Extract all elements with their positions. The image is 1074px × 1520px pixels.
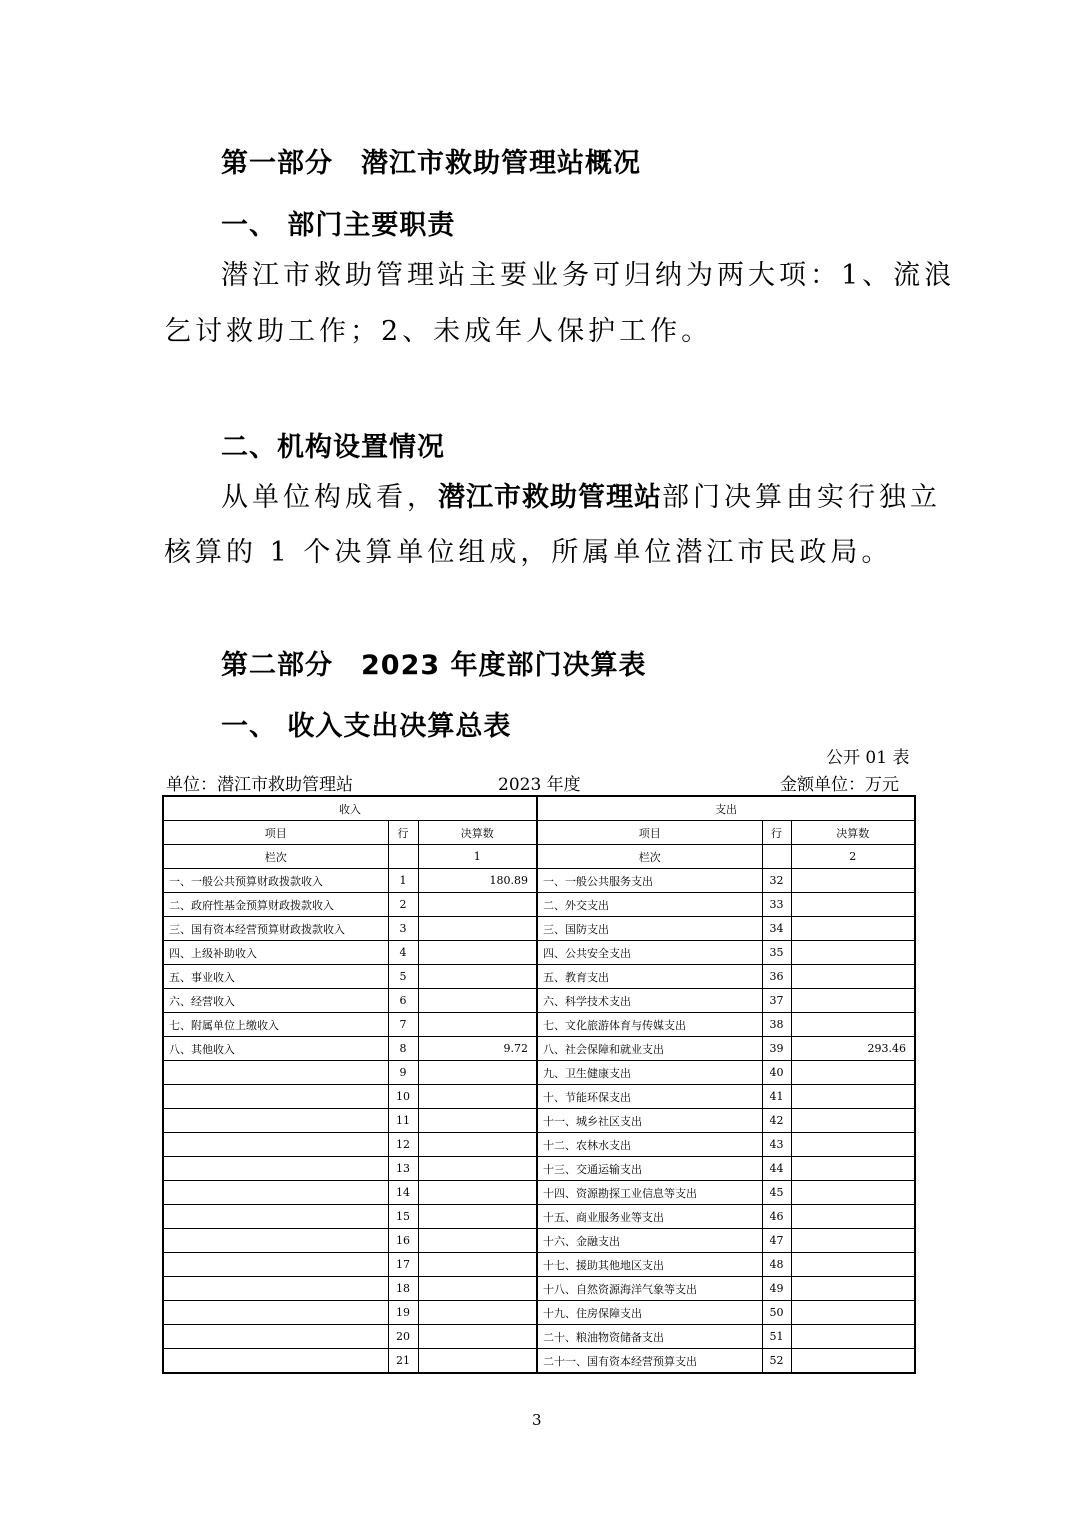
expense-item-cell: 三、国防支出 bbox=[537, 917, 762, 941]
lanci-label-income: 栏次 bbox=[163, 845, 388, 869]
expense-row-number-cell: 35 bbox=[762, 941, 791, 965]
lanci-income-number: 1 bbox=[418, 845, 537, 869]
part1-section1-line1: 潜江市救助管理站主要业务可归纳为两大项：1、流浪 bbox=[221, 260, 956, 291]
lanci-label-expense: 栏次 bbox=[537, 845, 762, 869]
expense-amount-cell bbox=[791, 1325, 915, 1349]
section2-line1-prefix: 从单位构成看， bbox=[221, 482, 438, 513]
expense-row-number-cell: 45 bbox=[762, 1181, 791, 1205]
expense-amount-cell bbox=[791, 1157, 915, 1181]
income-amount-cell bbox=[418, 941, 537, 965]
expense-item-cell: 十、节能环保支出 bbox=[537, 1085, 762, 1109]
table-row bbox=[163, 1133, 915, 1157]
col-expense-item: 项目 bbox=[537, 821, 762, 845]
income-row-number-cell: 19 bbox=[388, 1301, 418, 1325]
expense-amount-cell bbox=[791, 917, 915, 941]
money-unit: 金额单位：万元 bbox=[780, 775, 899, 795]
income-item-cell bbox=[163, 1301, 388, 1325]
income-amount-cell bbox=[418, 1181, 537, 1205]
expense-amount-cell bbox=[791, 1085, 915, 1109]
income-amount-cell bbox=[418, 989, 537, 1013]
expense-amount-cell bbox=[791, 1349, 915, 1374]
part1-section1-heading: 一、 部门主要职责 bbox=[221, 210, 456, 241]
income-amount-cell bbox=[418, 1253, 537, 1277]
income-amount-cell bbox=[418, 1133, 537, 1157]
expense-amount-cell bbox=[791, 1253, 915, 1277]
income-item-cell bbox=[163, 1109, 388, 1133]
expense-item-cell: 一、一般公共服务支出 bbox=[537, 869, 762, 893]
income-row-number-cell: 15 bbox=[388, 1205, 418, 1229]
income-item-cell bbox=[163, 1157, 388, 1181]
expense-item-cell: 十四、资源勘探工业信息等支出 bbox=[537, 1181, 762, 1205]
expense-item-cell: 十六、金融支出 bbox=[537, 1229, 762, 1253]
income-item-cell: 一、一般公共预算财政拨款收入 bbox=[163, 869, 388, 893]
expense-row-number-cell: 52 bbox=[762, 1349, 791, 1374]
expense-row-number-cell: 39 bbox=[762, 1037, 791, 1061]
table-row bbox=[163, 1301, 915, 1325]
income-row-number-cell: 4 bbox=[388, 941, 418, 965]
expense-item-cell: 十五、商业服务业等支出 bbox=[537, 1205, 762, 1229]
lanci-empty-expense bbox=[762, 845, 791, 869]
income-row-number-cell: 18 bbox=[388, 1277, 418, 1301]
table-row bbox=[163, 917, 915, 941]
table-row bbox=[163, 893, 915, 917]
col-expense-amount: 决算数 bbox=[791, 821, 915, 845]
expense-amount-cell bbox=[791, 1229, 915, 1253]
table-row bbox=[163, 1229, 915, 1253]
income-row-number-cell: 2 bbox=[388, 893, 418, 917]
expense-item-cell: 七、文化旅游体育与传媒支出 bbox=[537, 1013, 762, 1037]
table-row bbox=[163, 1277, 915, 1301]
income-item-cell: 八、其他收入 bbox=[163, 1037, 388, 1061]
table-year: 2023 年度 bbox=[498, 775, 581, 795]
table-unit: 单位：潜江市救助管理站 bbox=[166, 775, 353, 795]
col-income-row: 行 bbox=[388, 821, 418, 845]
expense-amount-cell bbox=[791, 893, 915, 917]
income-item-cell bbox=[163, 1085, 388, 1109]
part1-section1-line2: 乞讨救助工作；2、未成年人保护工作。 bbox=[164, 316, 713, 347]
expense-amount-cell bbox=[791, 1061, 915, 1085]
expense-amount-cell bbox=[791, 941, 915, 965]
expense-item-cell: 十七、援助其他地区支出 bbox=[537, 1253, 762, 1277]
table-row bbox=[163, 941, 915, 965]
page-number: 3 bbox=[532, 1411, 542, 1429]
expense-row-number-cell: 41 bbox=[762, 1085, 791, 1109]
expense-amount-cell bbox=[791, 869, 915, 893]
income-item-cell: 二、政府性基金预算财政拨款收入 bbox=[163, 893, 388, 917]
expense-amount-cell bbox=[791, 1109, 915, 1133]
income-row-number-cell: 3 bbox=[388, 917, 418, 941]
expense-row-number-cell: 36 bbox=[762, 965, 791, 989]
income-item-cell: 七、附属单位上缴收入 bbox=[163, 1013, 388, 1037]
income-row-number-cell: 17 bbox=[388, 1253, 418, 1277]
form-number: 公开 01 表 bbox=[826, 748, 910, 768]
income-amount-cell: 180.89 bbox=[418, 869, 537, 893]
expense-row-number-cell: 37 bbox=[762, 989, 791, 1013]
income-amount-cell bbox=[418, 1085, 537, 1109]
expense-row-number-cell: 34 bbox=[762, 917, 791, 941]
lanci-expense-number: 2 bbox=[791, 845, 915, 869]
table-row bbox=[163, 1085, 915, 1109]
expense-amount-cell bbox=[791, 1277, 915, 1301]
expense-item-cell: 十一、城乡社区支出 bbox=[537, 1109, 762, 1133]
expense-row-number-cell: 32 bbox=[762, 869, 791, 893]
income-item-cell bbox=[163, 1325, 388, 1349]
income-amount-cell bbox=[418, 1109, 537, 1133]
expense-row-number-cell: 40 bbox=[762, 1061, 791, 1085]
expense-amount-cell bbox=[791, 1013, 915, 1037]
income-item-cell bbox=[163, 1205, 388, 1229]
income-row-number-cell: 8 bbox=[388, 1037, 418, 1061]
table-row bbox=[163, 1037, 915, 1061]
income-row-number-cell: 11 bbox=[388, 1109, 418, 1133]
income-row-number-cell: 5 bbox=[388, 965, 418, 989]
income-row-number-cell: 10 bbox=[388, 1085, 418, 1109]
part1-section2-heading: 二、机构设置情况 bbox=[221, 432, 445, 463]
income-expense-table bbox=[162, 795, 916, 1374]
table-row bbox=[163, 1325, 915, 1349]
table-lanci-row bbox=[163, 845, 915, 869]
expense-amount-cell bbox=[791, 989, 915, 1013]
section2-line1-unit-name: 潜江市救助管理站 bbox=[438, 482, 662, 513]
income-header: 收入 bbox=[163, 796, 537, 821]
income-row-number-cell: 13 bbox=[388, 1157, 418, 1181]
income-row-number-cell: 7 bbox=[388, 1013, 418, 1037]
expense-header: 支出 bbox=[537, 796, 915, 821]
expense-item-cell: 十三、交通运输支出 bbox=[537, 1157, 762, 1181]
income-item-cell bbox=[163, 1181, 388, 1205]
part2-section1-heading: 一、 收入支出决算总表 bbox=[221, 711, 512, 742]
expense-row-number-cell: 33 bbox=[762, 893, 791, 917]
expense-item-cell: 二十、粮油物资储备支出 bbox=[537, 1325, 762, 1349]
expense-row-number-cell: 44 bbox=[762, 1157, 791, 1181]
income-row-number-cell: 14 bbox=[388, 1181, 418, 1205]
expense-row-number-cell: 48 bbox=[762, 1253, 791, 1277]
income-amount-cell bbox=[418, 1205, 537, 1229]
expense-row-number-cell: 42 bbox=[762, 1109, 791, 1133]
table-row bbox=[163, 965, 915, 989]
expense-item-cell: 十九、住房保障支出 bbox=[537, 1301, 762, 1325]
expense-row-number-cell: 49 bbox=[762, 1277, 791, 1301]
expense-item-cell: 十二、农林水支出 bbox=[537, 1133, 762, 1157]
col-income-amount: 决算数 bbox=[418, 821, 537, 845]
part1-section2-line1 bbox=[221, 475, 941, 514]
expense-item-cell: 八、社会保障和就业支出 bbox=[537, 1037, 762, 1061]
lanci-empty-income bbox=[388, 845, 418, 869]
expense-amount-cell bbox=[791, 1133, 915, 1157]
expense-amount-cell bbox=[791, 1181, 915, 1205]
income-amount-cell bbox=[418, 1301, 537, 1325]
expense-item-cell: 二、外交支出 bbox=[537, 893, 762, 917]
expense-amount-cell bbox=[791, 1205, 915, 1229]
expense-row-number-cell: 38 bbox=[762, 1013, 791, 1037]
income-item-cell bbox=[163, 1229, 388, 1253]
table-column-header-row bbox=[163, 821, 915, 845]
table-row bbox=[163, 989, 915, 1013]
income-amount-cell bbox=[418, 893, 537, 917]
expense-item-cell: 二十一、国有资本经营预算支出 bbox=[537, 1349, 762, 1374]
expense-row-number-cell: 43 bbox=[762, 1133, 791, 1157]
income-item-cell bbox=[163, 1253, 388, 1277]
income-amount-cell: 9.72 bbox=[418, 1037, 537, 1061]
income-row-number-cell: 21 bbox=[388, 1349, 418, 1374]
expense-item-cell: 九、卫生健康支出 bbox=[537, 1061, 762, 1085]
income-amount-cell bbox=[418, 1013, 537, 1037]
expense-row-number-cell: 50 bbox=[762, 1301, 791, 1325]
income-amount-cell bbox=[418, 965, 537, 989]
table-row bbox=[163, 1349, 915, 1374]
table-row bbox=[163, 1157, 915, 1181]
income-amount-cell bbox=[418, 1229, 537, 1253]
table-row bbox=[163, 1205, 915, 1229]
table-row bbox=[163, 1109, 915, 1133]
part1-section2-line2: 核算的 1 个决算单位组成，所属单位潜江市民政局。 bbox=[164, 537, 893, 568]
table-row bbox=[163, 1253, 915, 1277]
income-amount-cell bbox=[418, 1061, 537, 1085]
income-item-cell bbox=[163, 1349, 388, 1374]
income-row-number-cell: 16 bbox=[388, 1229, 418, 1253]
expense-row-number-cell: 47 bbox=[762, 1229, 791, 1253]
expense-row-number-cell: 46 bbox=[762, 1205, 791, 1229]
expense-item-cell: 六、科学技术支出 bbox=[537, 989, 762, 1013]
expense-row-number-cell: 51 bbox=[762, 1325, 791, 1349]
income-amount-cell bbox=[418, 1277, 537, 1301]
income-row-number-cell: 12 bbox=[388, 1133, 418, 1157]
part1-title: 第一部分 潜江市救助管理站概况 bbox=[221, 148, 641, 179]
col-income-item: 项目 bbox=[163, 821, 388, 845]
expense-item-cell: 十八、自然资源海洋气象等支出 bbox=[537, 1277, 762, 1301]
income-item-cell: 四、上级补助收入 bbox=[163, 941, 388, 965]
income-row-number-cell: 20 bbox=[388, 1325, 418, 1349]
income-row-number-cell: 6 bbox=[388, 989, 418, 1013]
table-group-header-row bbox=[163, 796, 915, 821]
income-amount-cell bbox=[418, 1157, 537, 1181]
income-item-cell bbox=[163, 1133, 388, 1157]
table-row bbox=[163, 1061, 915, 1085]
income-item-cell bbox=[163, 1277, 388, 1301]
col-expense-row: 行 bbox=[762, 821, 791, 845]
part2-title: 第二部分 2023 年度部门决算表 bbox=[221, 650, 647, 681]
expense-amount-cell: 293.46 bbox=[791, 1037, 915, 1061]
income-item-cell bbox=[163, 1061, 388, 1085]
expense-item-cell: 四、公共安全支出 bbox=[537, 941, 762, 965]
income-item-cell: 六、经营收入 bbox=[163, 989, 388, 1013]
income-row-number-cell: 1 bbox=[388, 869, 418, 893]
table-row bbox=[163, 1181, 915, 1205]
income-amount-cell bbox=[418, 917, 537, 941]
table-row bbox=[163, 1013, 915, 1037]
section2-line1-suffix: 部门决算由实行独立 bbox=[662, 482, 941, 513]
expense-item-cell: 五、教育支出 bbox=[537, 965, 762, 989]
income-row-number-cell: 9 bbox=[388, 1061, 418, 1085]
table-row bbox=[163, 869, 915, 893]
income-amount-cell bbox=[418, 1325, 537, 1349]
income-amount-cell bbox=[418, 1349, 537, 1374]
income-item-cell: 三、国有资本经营预算财政拨款收入 bbox=[163, 917, 388, 941]
expense-amount-cell bbox=[791, 965, 915, 989]
expense-amount-cell bbox=[791, 1301, 915, 1325]
income-item-cell: 五、事业收入 bbox=[163, 965, 388, 989]
